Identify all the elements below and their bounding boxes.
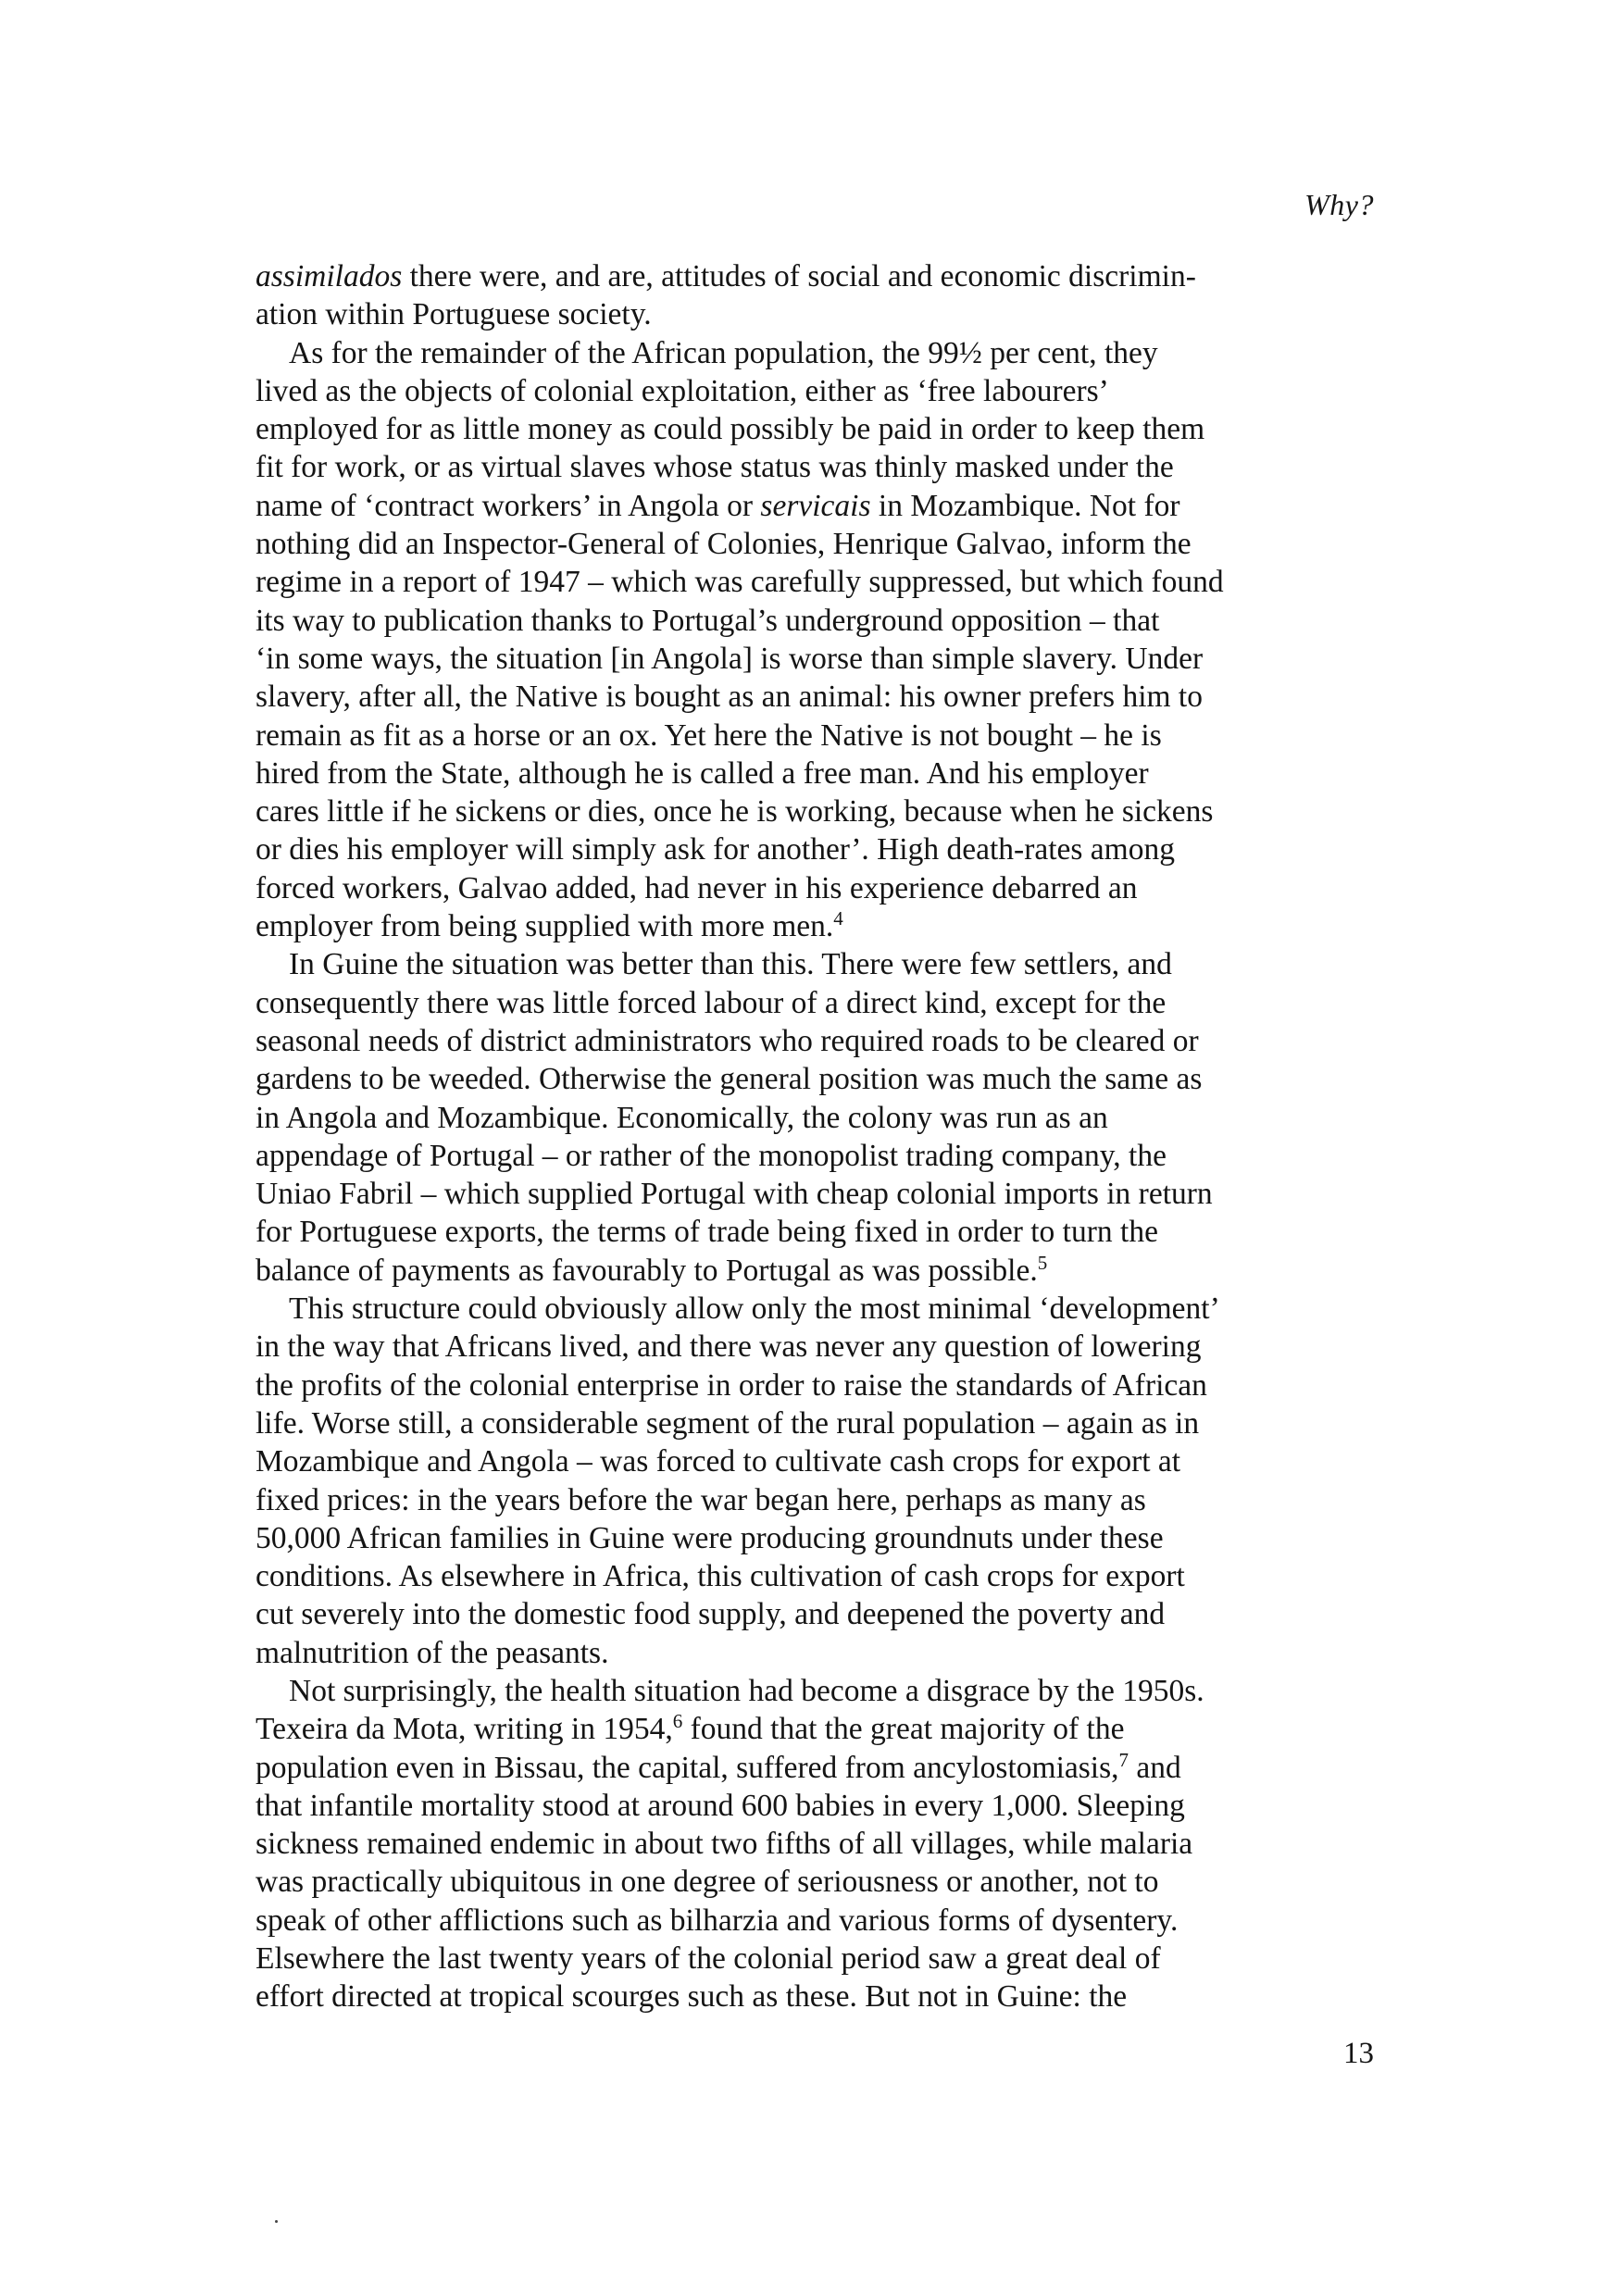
text-segment: in Angola and Mozambique. Economically, the colony was run as an <box>256 1100 1108 1135</box>
text-line <box>256 1175 1394 1213</box>
text-segment: for Portuguese exports, the terms of trade being fixed in order to turn the <box>256 1215 1158 1250</box>
text-line <box>256 257 1394 295</box>
text-line <box>256 1442 1394 1480</box>
text-line <box>256 1366 1394 1404</box>
text-line <box>256 1404 1394 1442</box>
text-line <box>256 1252 1394 1290</box>
text-segment: found that the great majority of the <box>682 1712 1125 1747</box>
text-line <box>256 525 1394 563</box>
text-segment: malnutrition of the peasants. <box>256 1635 609 1670</box>
text-line <box>256 487 1394 525</box>
body-text <box>256 257 1394 2016</box>
text-line <box>256 334 1394 372</box>
text-line <box>256 1213 1394 1251</box>
text-segment: its way to publication thanks to Portugal’s underground opposition – that <box>256 603 1160 638</box>
text-line <box>256 1978 1394 2015</box>
text-line <box>256 640 1394 678</box>
text-segment: slavery, after all, the Native is bought as an animal: his owner prefers him to <box>256 680 1203 715</box>
footnote-marker: 4 <box>833 906 843 930</box>
text-segment: Mozambique and Angola – was forced to cultivate cash crops for export at <box>256 1444 1181 1479</box>
text-line <box>256 1595 1394 1633</box>
text-segment: gardens to be weeded. Otherwise the general position was much the same as <box>256 1062 1203 1097</box>
text-segment: fit for work, or as virtual slaves whose status was thinly masked under the <box>256 450 1174 485</box>
text-segment: This structure could obviously allow only the most minimal ‘development’ <box>289 1292 1220 1327</box>
text-line <box>256 1863 1394 1901</box>
text-line <box>256 1710 1394 1748</box>
text-segment: conditions. As elsewhere in Africa, this cultivation of cash crops for export <box>256 1559 1185 1594</box>
text-line <box>256 1481 1394 1519</box>
text-segment: hired from the State, although he is called a free man. And his employer <box>256 755 1149 791</box>
footnote-marker: 5 <box>1037 1251 1048 1274</box>
text-line <box>256 563 1394 601</box>
text-line <box>256 1787 1394 1825</box>
text-segment: In Guine the situation was better than this. There were few settlers, and <box>289 947 1172 982</box>
text-segment: fixed prices: in the years before the war began here, perhaps as many as <box>256 1482 1146 1517</box>
text-segment: sickness remained endemic in about two fifths of all villages, while malaria <box>256 1827 1193 1862</box>
text-segment: cut severely into the domestic food supply, and deepened the poverty and <box>256 1597 1166 1632</box>
text-segment: ‘in some ways, the situation [in Angola] is worse than simple slavery. Under <box>256 641 1204 676</box>
running-head: Why? <box>1304 188 1374 221</box>
text-line <box>256 602 1394 640</box>
text-line <box>256 755 1394 792</box>
text-segment: employed for as little money as could possibly be paid in order to keep them <box>256 412 1205 447</box>
text-line <box>256 945 1394 983</box>
text-segment: name of ‘contract workers’ in Angola or <box>256 488 761 523</box>
italic-term: assimilados <box>256 259 403 293</box>
text-segment: lived as the objects of colonial exploitation, either as ‘free labourers’ <box>256 373 1109 408</box>
text-line <box>256 1902 1394 1940</box>
text-segment: population even in Bissau, the capital, suffered from ancylostomiasis, <box>256 1750 1119 1785</box>
text-line <box>256 869 1394 907</box>
text-line <box>256 1137 1394 1175</box>
text-segment: cares little if he sickens or dies, once he is working, because when he sickens <box>256 794 1214 830</box>
text-segment: ation within Portuguese society. <box>256 297 652 332</box>
text-segment: life. Worse still, a considerable segment of the rural population – again as in <box>256 1405 1200 1441</box>
italic-term: servicais <box>760 488 871 523</box>
text-segment: employer from being supplied with more men. <box>256 909 834 944</box>
text-line <box>256 792 1394 830</box>
text-line <box>256 1634 1394 1672</box>
text-line <box>256 410 1394 448</box>
text-segment: was practically ubiquitous in one degree of seriousness or another, not to <box>256 1865 1159 1900</box>
text-segment: effort directed at tropical scourges such as these. But not in Guine: the <box>256 1979 1128 2015</box>
text-line <box>256 907 1394 945</box>
text-segment: 50,000 African families in Guine were producing groundnuts under these <box>256 1520 1164 1555</box>
text-segment: that infantile mortality stood at around 600 babies in every 1,000. Sleeping <box>256 1788 1185 1823</box>
footnote-marker: 7 <box>1118 1748 1129 1771</box>
text-segment: in the way that Africans lived, and there was never any question of lowering <box>256 1329 1202 1365</box>
text-segment: speak of other afflictions such as bilharzia and various forms of dysentery. <box>256 1903 1179 1938</box>
text-line <box>256 448 1394 486</box>
text-line <box>256 678 1394 716</box>
text-segment: Uniao Fabril – which supplied Portugal with cheap colonial imports in return <box>256 1177 1213 1212</box>
text-segment: remain as fit as a horse or an ox. Yet here the Native is not bought – he is <box>256 718 1162 753</box>
text-segment: balance of payments as favourably to Portugal as was possible. <box>256 1253 1038 1288</box>
text-line <box>256 1557 1394 1595</box>
footnote-marker: 6 <box>672 1710 683 1733</box>
text-segment: forced workers, Galvao added, had never in his experience debarred an <box>256 870 1138 905</box>
text-segment: consequently there was little forced labour of a direct kind, except for the <box>256 985 1167 1020</box>
scan-speck <box>275 2220 278 2223</box>
text-line <box>256 984 1394 1022</box>
text-segment: appendage of Portugal – or rather of the monopolist trading company, the <box>256 1138 1167 1173</box>
text-line <box>256 1825 1394 1863</box>
text-line <box>256 1940 1394 1978</box>
text-line <box>256 1672 1394 1710</box>
text-line <box>256 1749 1394 1787</box>
text-segment: the profits of the colonial enterprise in order to raise the standards of African <box>256 1367 1207 1403</box>
text-line <box>256 717 1394 755</box>
text-line <box>256 1060 1394 1098</box>
text-segment: Elsewhere the last twenty years of the colonial period saw a great deal of <box>256 1941 1161 1977</box>
text-line <box>256 830 1394 868</box>
text-segment: regime in a report of 1947 – which was carefully suppressed, but which found <box>256 565 1224 600</box>
text-segment: in Mozambique. Not for <box>870 488 1180 523</box>
text-segment: Not surprisingly, the health situation had become a disgrace by the 1950s. <box>289 1673 1204 1708</box>
page-number: 13 <box>1343 2037 1374 2070</box>
text-segment: and <box>1129 1750 1181 1785</box>
text-segment: Texeira da Mota, writing in 1954, <box>256 1712 673 1747</box>
text-segment: there were, and are, attitudes of social and economic discrimin- <box>402 259 1196 293</box>
text-segment: or dies his employer will simply ask for another’. High death-rates among <box>256 832 1175 867</box>
text-line <box>256 372 1394 410</box>
text-line <box>256 1022 1394 1060</box>
text-line <box>256 1099 1394 1137</box>
text-line <box>256 1328 1394 1366</box>
text-segment: nothing did an Inspector-General of Colonies, Henrique Galvao, inform the <box>256 527 1192 562</box>
text-line <box>256 1519 1394 1557</box>
text-line <box>256 1290 1394 1328</box>
text-line <box>256 295 1394 333</box>
text-segment: seasonal needs of district administrators who required roads to be cleared or <box>256 1023 1199 1058</box>
text-segment: As for the remainder of the African population, the 99½ per cent, they <box>289 335 1158 370</box>
